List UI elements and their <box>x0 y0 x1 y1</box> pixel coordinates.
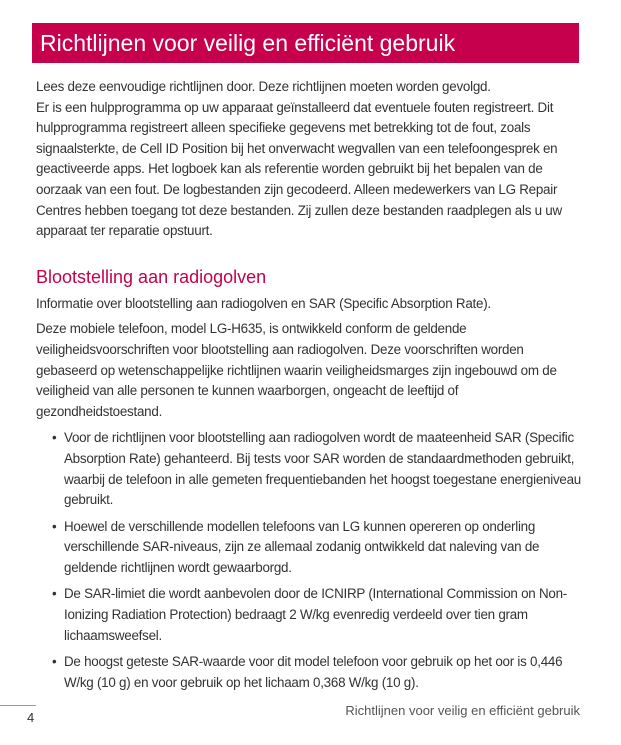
page-title: Richtlijnen voor veilig en efficiënt gebruik <box>40 30 456 56</box>
section-heading: Blootstelling aan radiogolven <box>36 266 267 287</box>
bullet-icon: • <box>52 654 57 670</box>
list-item-text: De hoogst geteste SAR-waarde voor dit model telefoon voor gebruik op het oor is 0,446 W/kg (10 g) en voor gebruik op het lichaam 0,368 W/kg (10 g). <box>64 654 563 690</box>
list-item <box>36 584 581 646</box>
list-item-text: Hoewel de verschillende modellen telefoons van LG kunnen opereren op onderling verschillende SAR-niveaus, zijn ze allemaal zodanig ontwikkeld dat naleving van de geldende richtlijnen wordt gewaarborgd. <box>64 518 540 575</box>
bullet-icon: • <box>52 518 57 534</box>
intro-line: Lees deze eenvoudige richtlijnen door. Deze richtlijnen moeten worden gevolgd. <box>36 79 491 94</box>
section-title-bar <box>32 23 579 63</box>
page-number: 4 <box>27 710 35 725</box>
intro-paragraph: Er is een hulpprogramma op uw apparaat geïnstalleerd dat eventuele fouten registreert. Dit hulpprogramma registreert alleen specifieke gegevens met betrekking tot de fout, zoals signaalsterkte, de Cell ID Position bij het onverwacht wegvallen van een telefoongesprek en geactiveerde apps. Het logboek kan als referentie worden gebruikt bij het bepalen van de oorzaak van een fout. De logbestanden zijn gecodeerd. Alleen medewerkers van LG Repair Centres hebben toegang tot deze bestanden. Zij zullen deze bestanden raadplegen als u uw apparaat ter reparatie opstuurt. <box>36 99 562 239</box>
bullet-icon: • <box>52 586 57 602</box>
list-item-text: De SAR-limiet die wordt aanbevolen door de ICNIRP (International Commission on Non-Ionizing Radiation Protection) bedraagt 2 W/kg evenredig verdeeld over tien gram lichaamsweefsel. <box>64 586 567 643</box>
list-item <box>36 652 581 693</box>
list-item-text: Voor de richtlijnen voor blootstelling aan radiogolven wordt de maateenheid SAR (Specific Absorption Rate) gehanteerd. Bij tests voor SAR worden de standaardmethoden gebruikt, waarbij de telefoon in alle gemeten frequentiebanden het hoogst toegestane energieniveau gebruikt. <box>64 430 582 508</box>
list-item <box>36 517 581 579</box>
bullet-icon: • <box>52 430 57 446</box>
footer-divider <box>0 705 36 706</box>
footer-running-title: Richtlijnen voor veilig en efficiënt gebruik <box>345 703 580 718</box>
sar-info-line: Informatie over blootstelling aan radiogolven en SAR (Specific Absorption Rate). <box>36 295 491 311</box>
list-item <box>36 428 581 510</box>
page-content <box>36 77 581 693</box>
sar-paragraph: Deze mobiele telefoon, model LG-H635, is ontwikkeld conform de geldende veiligheidsvoorschriften voor blootstelling aan radiogolven. Deze voorschriften worden gebaseerd op wetenschappelijke richtlijnen waarin veiligheidsmarges zijn ingebouwd om de veiligheid van alle personen te kunnen waarborgen, ongeacht de leeftijd of gezondheidstoestand. <box>36 321 557 419</box>
